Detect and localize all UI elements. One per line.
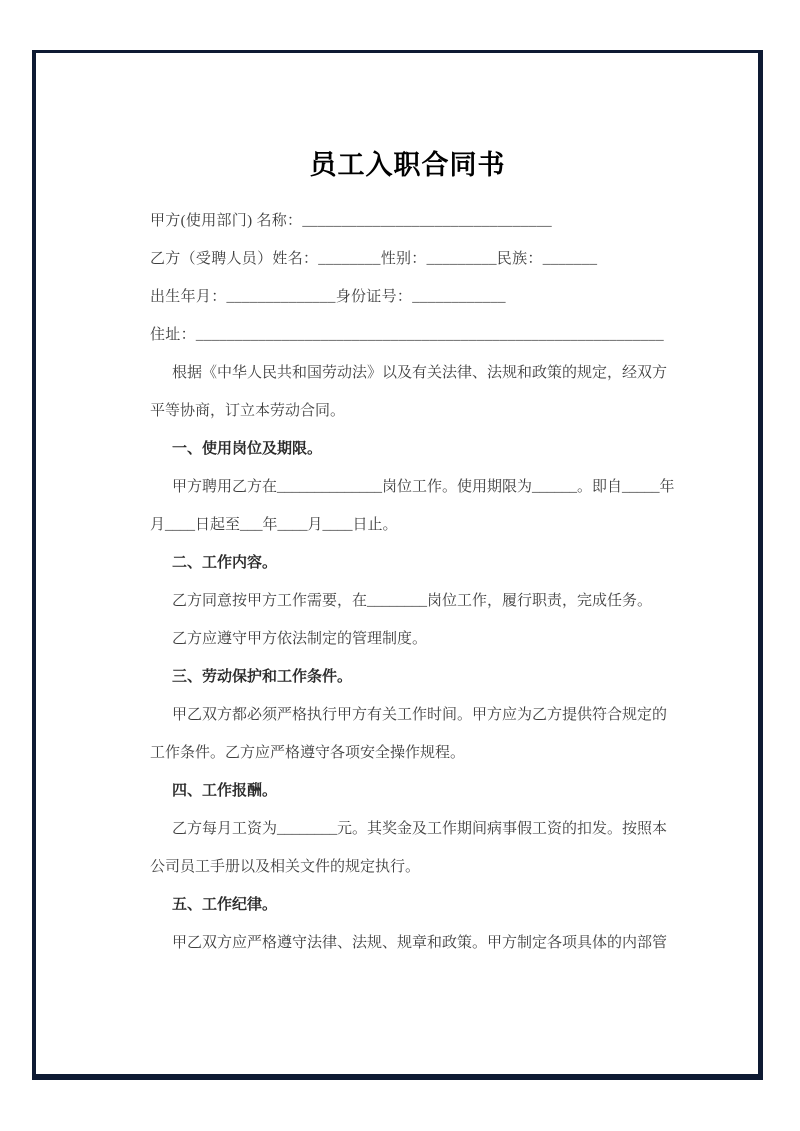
- section-heading: 五、工作纪律。: [172, 897, 278, 913]
- document-line: 乙方（受聘人员）姓名：________性别：_________民族：_______: [150, 251, 598, 267]
- section-heading: 四、工作报酬。: [172, 783, 278, 799]
- document-line: 出生年月：______________身份证号：____________: [150, 289, 506, 305]
- document-line: 乙方每月工资为________元。其奖金及工作期间病事假工资的扣发。按照本: [172, 821, 668, 837]
- document-line: 甲方聘用乙方在______________岗位工作。使用期限为______。即自_____年: [172, 479, 675, 495]
- document-line: 乙方同意按甲方工作需要，在________岗位工作，履行职责，完成任务。: [172, 593, 653, 609]
- document-line: 根据《中华人民共和国劳动法》以及有关法律、法规和政策的规定，经双方: [172, 365, 668, 381]
- document-line: 住址：____________________________________________________________: [150, 327, 664, 343]
- section-heading: 二、工作内容。: [172, 555, 278, 571]
- document-line: 公司员工手册以及相关文件的规定执行。: [150, 859, 421, 875]
- document-line: 甲乙双方都必须严格执行甲方有关工作时间。甲方应为乙方提供符合规定的: [172, 707, 668, 723]
- document-title: 员工入职合同书: [309, 150, 506, 180]
- section-heading: 一、使用岗位及期限。: [172, 441, 323, 457]
- document-line: 乙方应遵守甲方依法制定的管理制度。: [172, 631, 428, 647]
- document-line: 甲乙双方应严格遵守法律、法规、规章和政策。甲方制定各项具体的内部管: [172, 935, 668, 951]
- document-line: 平等协商，订立本劳动合同。: [150, 403, 346, 419]
- document-line: 甲方(使用部门) 名称：________________________________: [150, 213, 552, 229]
- document-lines: [150, 202, 675, 962]
- document-line: 月____日起至___年____月____日止。: [150, 517, 398, 533]
- section-heading: 三、劳动保护和工作条件。: [172, 669, 353, 685]
- document-page: [32, 50, 763, 1080]
- document-line: 工作条件。乙方应严格遵守各项安全操作规程。: [150, 745, 466, 761]
- document-body: [150, 53, 675, 962]
